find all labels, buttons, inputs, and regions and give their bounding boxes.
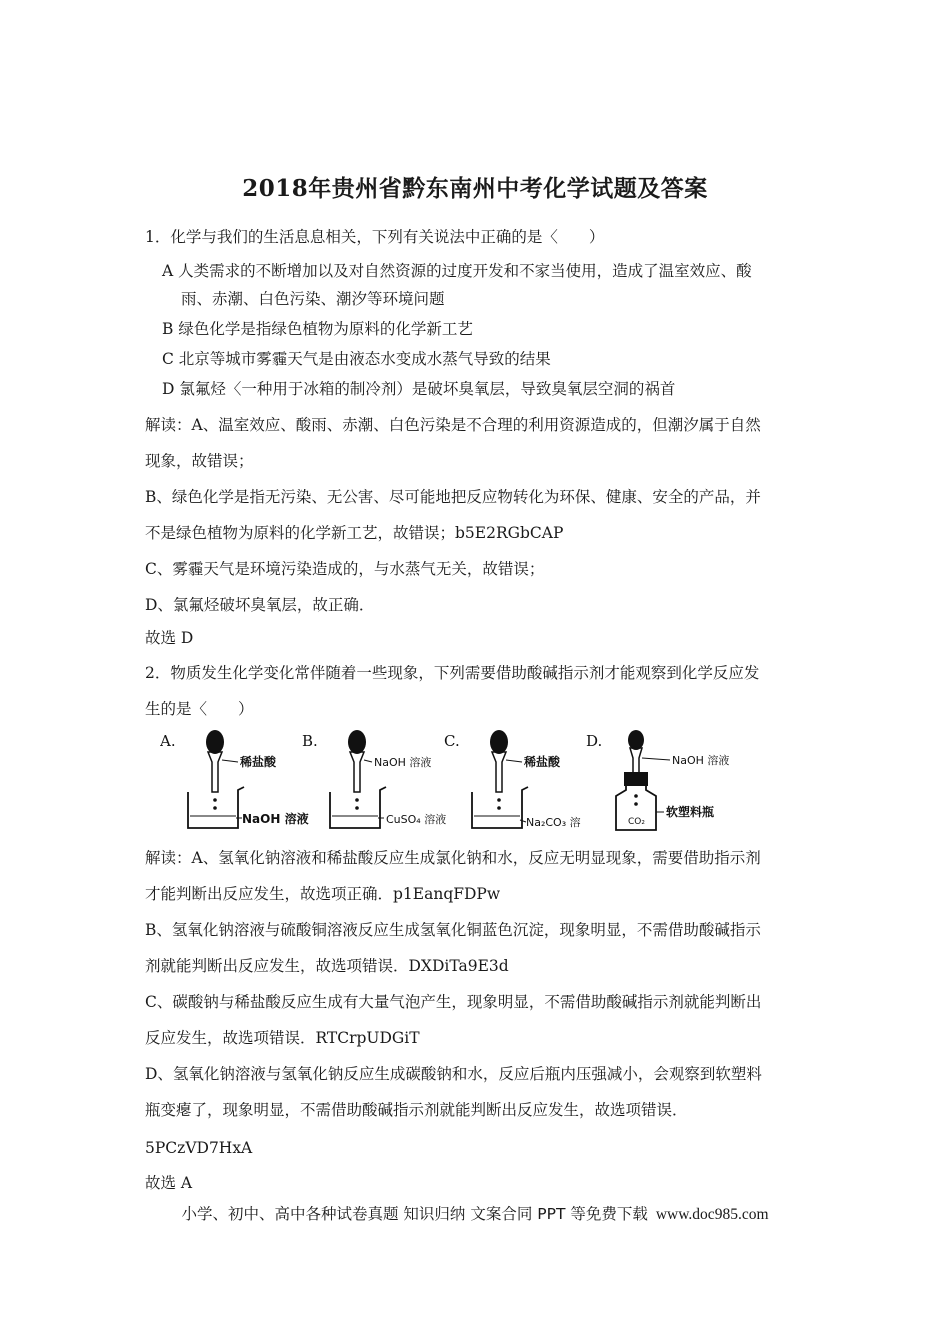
dropper-tube-icon (350, 752, 364, 792)
solution-label: Na₂CO₃ 溶 (526, 816, 581, 829)
question-1-analysis-line: D、氯氟烃破坏臭氧层，故正确． (145, 596, 375, 614)
question-2-analysis-line: 5PCzVD7HxA (145, 1139, 253, 1157)
page-footer (0, 1202, 950, 1224)
option-letter: B. (302, 732, 318, 750)
question-2-stem: 2．物质发生化学变化常伴随着一些现象，下列需要借助酸碱指示剂才能观察到化学反应发 (145, 664, 760, 682)
apparatus-figure (160, 728, 740, 838)
question-1-option-c: C 北京等城市雾霾天气是由液态水变成水蒸气导致的结果 (162, 350, 551, 368)
question-1-analysis-line: 现象，故错误； (145, 452, 254, 470)
bottle-label: 软塑料瓶 (666, 805, 715, 819)
question-1-analysis-line: B、绿色化学是指无污染、无公害、尽可能地把反应物转化为环保、健康、安全的产品，并 (145, 488, 761, 506)
question-1-option-a: A 人类需求的不断增加以及对自然资源的过度开发和不家当使用，造成了温室效应、酸 (162, 262, 752, 280)
gas-label: CO₂ (628, 817, 645, 827)
question-2-analysis-line: C、碳酸钠与稀盐酸反应生成有大量气泡产生，现象明显，不需借助酸碱指示剂就能判断出 (145, 993, 762, 1011)
dropper-bulb-icon (490, 730, 508, 754)
reagent-label: 稀盐酸 (524, 755, 561, 769)
reagent-label: 稀盐酸 (240, 755, 277, 769)
solution-label: CuSO₄ 溶液 (386, 813, 447, 826)
reagent-label: NaOH 溶液 (672, 754, 730, 767)
question-1-analysis-line: 不是绿色植物为原料的化学新工艺，故错误；b5E2RGbCAP (145, 524, 564, 542)
question-2-analysis-line: 剂就能判断出反应发生，故选项错误．DXDiTa9E3d (145, 957, 509, 975)
apparatus-c (444, 730, 581, 829)
apparatus-b (302, 730, 446, 828)
question-1-option-a-continued: 雨、赤潮、白色污染、潮汐等环境问题 (181, 290, 445, 308)
question-2-stem-continued: 生的是〈 ） (145, 700, 254, 718)
page-title: 2018年贵州省黔东南州中考化学试题及答案 (242, 175, 708, 202)
stopper-icon (624, 772, 648, 786)
option-letter: D. (586, 732, 603, 750)
dropper-bulb-icon (628, 730, 644, 750)
footer-url-link[interactable]: www.doc985.com (655, 1206, 769, 1223)
question-2-analysis-line: 反应发生，故选项错误．RTCrpUDGiT (145, 1029, 420, 1047)
question-2-analysis-line: 瓶变瘪了，现象明显，不需借助酸碱指示剂就能判断出反应发生，故选项错误． (145, 1101, 688, 1119)
dropper-tube-icon (208, 752, 222, 792)
question-2-analysis-line: 才能判断出反应发生，故选项正确．p1EanqFDPw (145, 885, 501, 903)
footer-text: 小学、初中、高中各种试卷真题 知识归纳 文案合同 PPT 等免费下载 (181, 1205, 648, 1223)
option-letter: A. (160, 732, 176, 750)
question-2-analysis-line: 解读：A、氢氧化钠溶液和稀盐酸反应生成氯化钠和水，反应无明显现象，需要借助指示剂 (145, 849, 761, 867)
solution-label: NaOH 溶液 (242, 812, 309, 826)
dropper-tube-icon (492, 752, 506, 792)
question-1-answer: 故选 D (145, 629, 194, 647)
dropper-bulb-icon (348, 730, 366, 754)
question-2-answer: 故选 A (145, 1174, 193, 1192)
apparatus-d (586, 730, 729, 830)
apparatus-a (160, 730, 309, 828)
question-1-analysis-line: 解读：A、温室效应、酸雨、赤潮、白色污染是不合理的利用资源造成的，但潮汐属于自然 (145, 416, 761, 434)
question-2-analysis-line: D、氢氧化钠溶液与氢氧化钠反应生成碳酸钠和水，反应后瓶内压强减小，会观察到软塑料 (145, 1065, 762, 1083)
question-1-option-d: D 氯氟烃〈一种用于冰箱的制冷剂）是破坏臭氧层，导致臭氧层空洞的祸首 (162, 380, 676, 398)
reagent-label: NaOH 溶液 (374, 756, 432, 769)
question-1-stem: 1．化学与我们的生活息息相关，下列有关说法中正确的是〈 ） (145, 228, 605, 246)
option-letter: C. (444, 732, 460, 750)
question-1-analysis-line: C、雾霾天气是环境污染造成的，与水蒸气无关，故错误； (145, 560, 545, 578)
dropper-bulb-icon (206, 730, 224, 754)
question-1-option-b: B 绿色化学是指绿色植物为原料的化学新工艺 (162, 320, 473, 338)
question-2-analysis-line: B、氢氧化钠溶液与硫酸铜溶液反应生成氢氧化铜蓝色沉淀，现象明显，不需借助酸碱指示 (145, 921, 761, 939)
